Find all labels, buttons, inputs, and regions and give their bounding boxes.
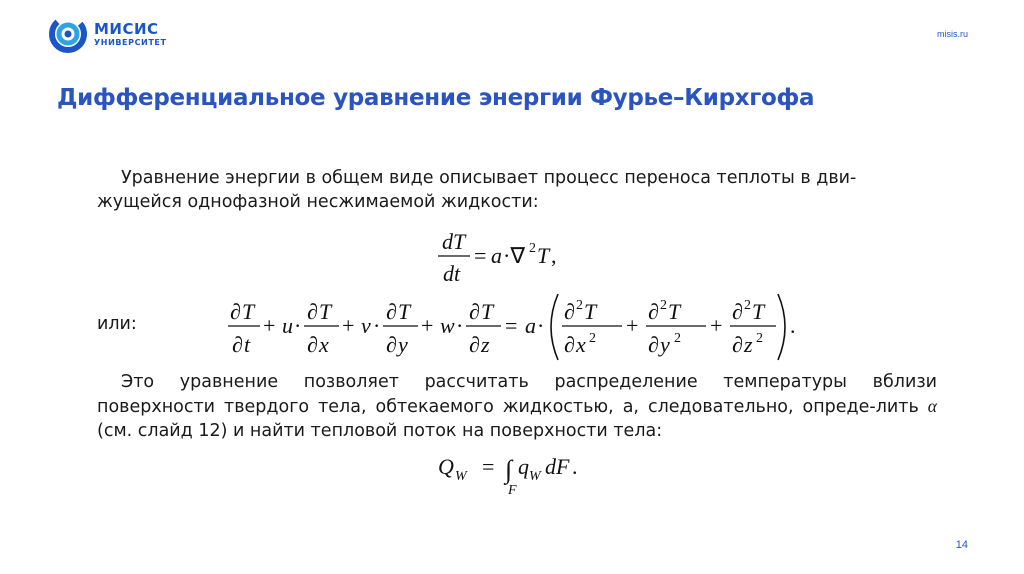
svg-text:∂: ∂: [732, 332, 743, 357]
equation-3: [438, 452, 618, 507]
svg-text:∂: ∂: [386, 299, 397, 324]
paragraph-explanation-text-a: Это уравнение позволяет рассчитать распределение температуры вблизи поверхности твердого тела, обтекаемого жидкостью, а, следовательно, опреде-лить: [97, 372, 937, 417]
svg-text:∂: ∂: [648, 299, 659, 324]
svg-text:∂: ∂: [469, 332, 480, 357]
svg-text:∂: ∂: [564, 299, 575, 324]
svg-text:a: a: [491, 243, 502, 268]
svg-text:∂: ∂: [469, 299, 480, 324]
misis-logo[interactable]: [48, 14, 167, 54]
svg-text:·: ·: [456, 313, 464, 338]
paragraph-intro-text: Уравнение энергии в общем виде описывает процесс переноса теплоты в дви-жущейся однофазной несжимаемой жидкости:: [97, 168, 857, 212]
svg-text:dt: dt: [443, 261, 461, 286]
svg-text:.: .: [572, 454, 578, 479]
paragraph-intro: [97, 166, 937, 214]
alpha-symbol: α: [927, 396, 937, 416]
svg-text:∂: ∂: [732, 299, 743, 324]
svg-text:v: v: [361, 313, 371, 338]
equation-2-formula: [226, 290, 806, 364]
svg-text:q: q: [518, 454, 529, 479]
svg-text:x: x: [576, 332, 586, 357]
svg-text:.: .: [790, 313, 796, 338]
svg-text:T: T: [668, 299, 681, 324]
svg-text:∂: ∂: [564, 332, 575, 357]
svg-text:2: 2: [674, 331, 681, 346]
svg-text:Q: Q: [438, 454, 454, 479]
or-label: или:: [97, 314, 137, 334]
svg-text:T: T: [537, 243, 550, 268]
svg-text:u: u: [282, 313, 293, 338]
svg-text:2: 2: [529, 241, 536, 256]
svg-text:∂: ∂: [648, 332, 659, 357]
svg-text:∂: ∂: [232, 332, 243, 357]
site-url[interactable]: misis.ru: [937, 29, 968, 39]
svg-text:+: +: [342, 313, 355, 338]
logo-name: МИСИС: [94, 19, 159, 38]
svg-text:a: a: [525, 313, 536, 338]
svg-text:y: y: [660, 332, 670, 357]
svg-text:W: W: [529, 469, 541, 484]
svg-text:y: y: [398, 332, 408, 357]
equation-1: [436, 228, 596, 293]
svg-text:,: ,: [551, 243, 557, 268]
equation-2: [226, 290, 806, 369]
svg-text:2: 2: [576, 298, 583, 313]
slide-title: Дифференциальное уравнение энергии Фурье–Кирхгофа: [57, 85, 815, 111]
page-number: 14: [955, 539, 968, 551]
svg-text:∂: ∂: [230, 299, 241, 324]
svg-text:T: T: [584, 299, 597, 324]
svg-text:=: =: [482, 454, 495, 479]
svg-text:+: +: [421, 313, 434, 338]
svg-text:z: z: [481, 332, 490, 357]
svg-text:+: +: [710, 313, 723, 338]
svg-text:F: F: [508, 483, 517, 498]
paragraph-explanation-text-b: (см. слайд 12) и найти тепловой поток на поверхности тела:: [97, 421, 663, 441]
logo-subtitle: УНИВЕРСИТЕТ: [94, 37, 167, 47]
paragraph-explanation: [97, 370, 937, 443]
equation-1-formula: [436, 228, 596, 288]
svg-text:dF: dF: [545, 454, 570, 479]
svg-text:·: ·: [373, 313, 381, 338]
svg-text:w: w: [440, 313, 455, 338]
svg-text:2: 2: [589, 331, 596, 346]
svg-text:dT: dT: [442, 229, 466, 254]
equation-3-formula: [438, 452, 618, 502]
svg-text:z: z: [744, 332, 753, 357]
svg-text:T: T: [319, 299, 332, 324]
svg-text:∂: ∂: [307, 332, 318, 357]
svg-text:T: T: [481, 299, 494, 324]
svg-text:∂: ∂: [307, 299, 318, 324]
svg-text:+: +: [263, 313, 276, 338]
svg-text:∂: ∂: [386, 332, 397, 357]
svg-text:·: ·: [294, 313, 302, 338]
svg-text:·∇: ·∇: [503, 243, 526, 268]
svg-text:x: x: [319, 332, 329, 357]
svg-text:2: 2: [744, 298, 751, 313]
svg-text:t: t: [244, 332, 251, 357]
svg-text:2: 2: [660, 298, 667, 313]
svg-text:=: =: [474, 243, 487, 268]
misis-logo-icon: [48, 14, 88, 54]
svg-text:2: 2: [756, 331, 763, 346]
svg-text:+: +: [626, 313, 639, 338]
svg-text:∫: ∫: [505, 455, 513, 484]
svg-text:·: ·: [537, 313, 545, 338]
svg-text:=: =: [505, 313, 518, 338]
svg-text:W: W: [455, 469, 467, 484]
svg-text:T: T: [398, 299, 411, 324]
svg-text:T: T: [242, 299, 255, 324]
svg-text:T: T: [752, 299, 765, 324]
